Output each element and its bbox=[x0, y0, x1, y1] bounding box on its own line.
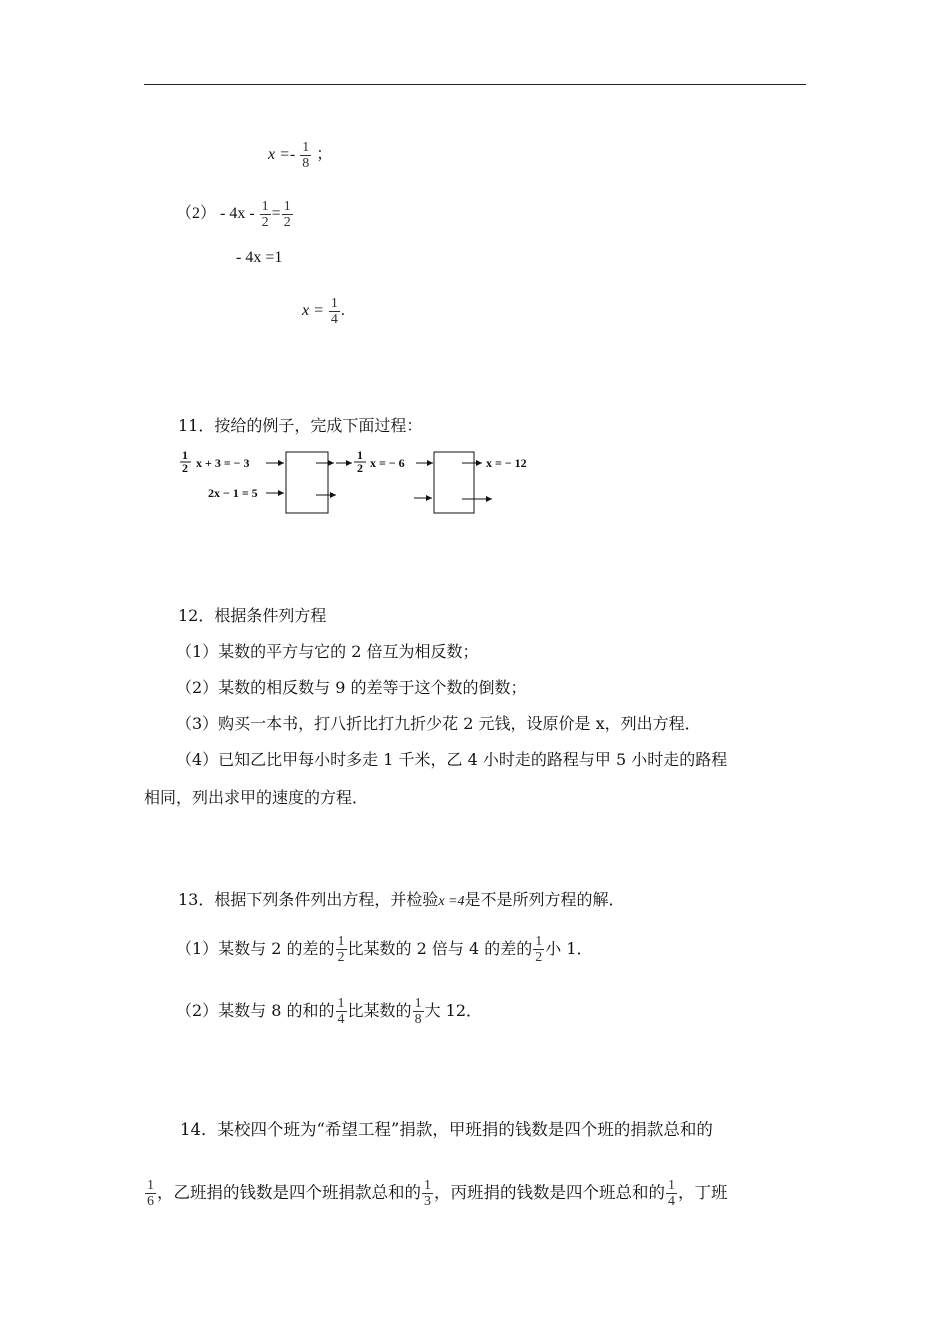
fraction: $\frac{1}{8}$ bbox=[414, 996, 422, 1027]
solution-line-3: - 4x =1 bbox=[236, 249, 283, 266]
q13-item-text: 比某数的 bbox=[347, 1001, 412, 1020]
q13-item-text: （2）某数与 8 的和的 bbox=[176, 1001, 335, 1020]
row1-end-eq: x = − 12 bbox=[486, 456, 527, 470]
q13-title bbox=[178, 890, 625, 912]
q13-title-text: 13．根据下列条件列出方程，并检验 bbox=[178, 890, 439, 909]
row2-start-eq: 2x − 1 = 5 bbox=[208, 486, 258, 500]
q13-item-text: 比某数的 2 倍与 4 的差的 bbox=[347, 939, 533, 958]
q14-line-1: 14．某校四个班为“希望工程”捐款，甲班捐的钱数是四个班的捐款总和的 bbox=[180, 1120, 713, 1139]
q11-title: 11．按给的例子，完成下面过程： bbox=[178, 416, 423, 435]
frac-num: 1 bbox=[357, 448, 363, 462]
solution-line-2 bbox=[176, 199, 294, 230]
solution-line-4 bbox=[302, 296, 345, 327]
q13-title-text: 是不是所列方程的解． bbox=[464, 890, 625, 909]
q13-item-2 bbox=[176, 996, 482, 1027]
q12-item-3: （3）购买一本书，打八折比打九折少花 2 元钱，设原价是 x，列出方程． bbox=[176, 714, 701, 733]
frac-num: 1 bbox=[182, 448, 188, 462]
equation-text: x =- bbox=[268, 146, 296, 164]
q13-item-text: 大 12． bbox=[424, 1001, 483, 1020]
fraction: $\frac{1}{3}$ bbox=[424, 1178, 431, 1209]
frac-den: 2 bbox=[182, 461, 188, 475]
fraction: $\frac{1}{4}$ bbox=[330, 296, 338, 327]
solution-line-1 bbox=[268, 140, 332, 171]
q12-item-1: （1）某数的平方与它的 2 倍互为相反数； bbox=[176, 642, 479, 661]
punctuation: . bbox=[340, 302, 345, 320]
q14-line-2 bbox=[144, 1178, 728, 1209]
fraction: $\frac{1}{4}$ bbox=[668, 1178, 675, 1209]
q11-flow-diagram bbox=[176, 446, 556, 518]
fraction: $\frac{1}{2}$ bbox=[261, 199, 269, 230]
box-1 bbox=[286, 452, 328, 513]
fraction: $\frac{1}{2}$ bbox=[283, 199, 291, 230]
equals-sign: = bbox=[271, 205, 281, 223]
q12-title: 12．根据条件列方程 bbox=[178, 606, 327, 625]
q12-item-4-cont: 相同，列出求甲的速度的方程． bbox=[144, 788, 369, 807]
row1-mid-eq: x = − 6 bbox=[370, 456, 405, 470]
header-rule bbox=[144, 84, 806, 85]
q14-text: ，丁班 bbox=[678, 1183, 728, 1202]
fraction: $\frac{1}{2}$ bbox=[337, 934, 345, 965]
q12-item-4: （4）已知乙比甲每小时多走 1 千米，乙 4 小时走的路程与甲 5 小时走的路程 bbox=[176, 750, 728, 769]
fraction: $\frac{1}{2}$ bbox=[535, 934, 543, 965]
fraction: $\frac{1}{8}$ bbox=[302, 140, 310, 171]
equation-text: x = bbox=[302, 302, 324, 320]
punctuation: ； bbox=[316, 146, 333, 164]
q14-text: ，丙班捐的钱数是四个班总和的 bbox=[434, 1183, 665, 1202]
box-2 bbox=[434, 452, 474, 513]
equation-text: - 4x - bbox=[220, 205, 255, 223]
fraction: $\frac{1}{4}$ bbox=[337, 996, 345, 1027]
q12-item-2: （2）某数的相反数与 9 的差等于这个数的倒数； bbox=[176, 678, 527, 697]
row1-start-eq: x + 3 = − 3 bbox=[196, 456, 250, 470]
q13-item-1 bbox=[176, 934, 593, 965]
q13-item-text: （1）某数与 2 的差的 bbox=[176, 939, 335, 958]
frac-den: 2 bbox=[357, 461, 363, 475]
q13-inline-equation: x =4 bbox=[438, 894, 465, 909]
part-label: （2） bbox=[176, 205, 217, 223]
q13-item-text: 小 1． bbox=[545, 939, 593, 958]
fraction: $\frac{1}{6}$ bbox=[147, 1178, 154, 1209]
q14-text: ，乙班捐的钱数是四个班捐款总和的 bbox=[157, 1183, 421, 1202]
